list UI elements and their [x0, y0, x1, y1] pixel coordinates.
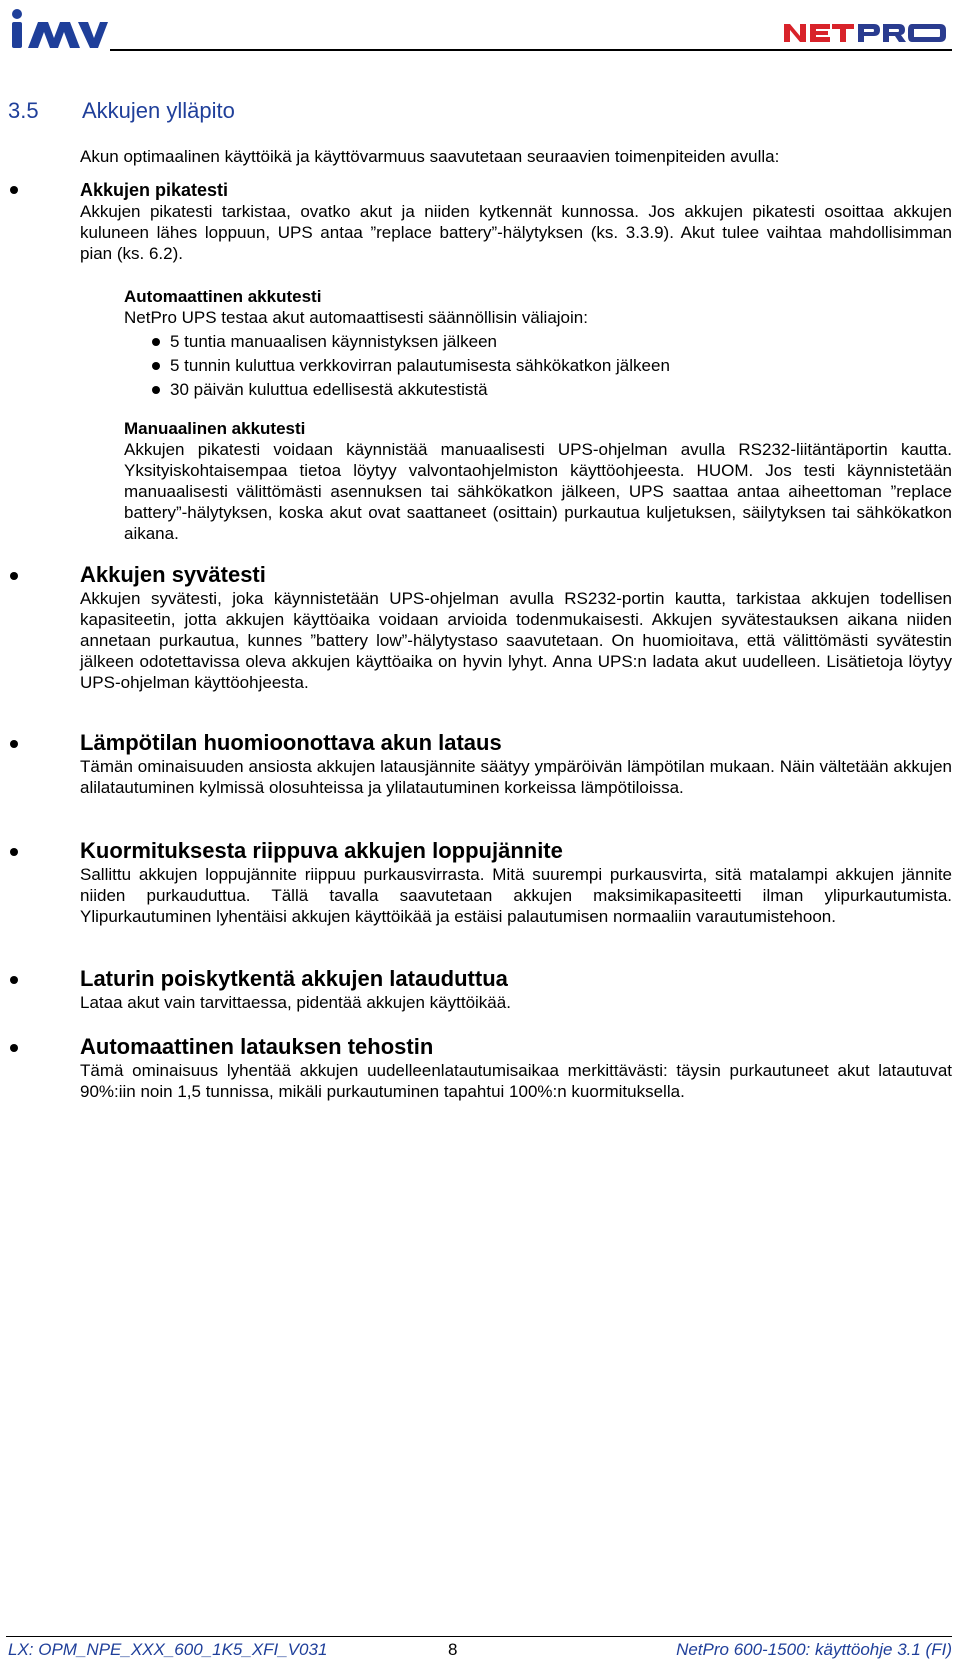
item-text: Tämän ominaisuuden ansiosta akkujen latausjännite säätyy ympäröivän lämpötilan mukaan. Näin vältetään akkujen alilatautuminen kylmissä olosuhteissa ja ylilatautuminen korkeissa lämpötiloissa. — [80, 757, 952, 797]
manual-test-block — [124, 418, 952, 544]
page-title — [8, 98, 235, 124]
intro-text: Akun optimaalinen käyttöikä ja käyttövarmuus saavutetaan seuraavien toimenpiteiden avulla: — [80, 147, 780, 166]
item-load-end-voltage — [80, 838, 952, 927]
item-temperature-charging — [80, 730, 952, 798]
bullet-icon — [10, 740, 18, 748]
section-number: 3.5 — [8, 98, 39, 123]
item-text: Tämä ominaisuus lyhentää akkujen uudelleenlatautumisaikaa merkittävästi: täysin purkautuneet akut latautuvat 90%:iin noin 1,5 tunnissa, mikäli purkautuminen tapahtui 100%:n kuormituksella. — [80, 1061, 952, 1101]
footer-doc-code: LX: OPM_NPE_XXX_600_1K5_XFI_V031 — [8, 1640, 328, 1659]
page-header — [0, 0, 960, 60]
manual-test-text: Akkujen pikatesti voidaan käynnistää manuaalisesti UPS-ohjelman avulla RS232-liitäntäportin kautta. Yksityiskohtaisempaa tietoa löytyy valvontaohjelmiston käyttöohjeesta. HUOM. Jos testi käynnistetään manuaalisesti välittömästi asennuksen tai sähkökatkon jälkeen, UPS saattaa antaa aiheettoman ”replace battery”-hälytyksen, koska akut ovat saattaneet (osittain) purkautua kuljetuksen, säilytyksen tai sähkökatkon aikana. — [124, 440, 952, 543]
footer-rule — [6, 1636, 952, 1637]
item-heading: Akkujen pikatesti — [80, 180, 229, 200]
item-heading: Lämpötilan huomioonottava akun lataus — [80, 730, 502, 755]
item-text: Akkujen syvätesti, joka käynnistetään UPS-ohjelman avulla RS232-portin kautta, tarkistaa akkujen todellisen kapasiteetin, jotta akkujen käyttöaika voidaan arvioida todenmukaisesti. Akkujen syvätestauksen aikana niiden annetaan purkautua, kunnes ”battery low”-hälytystaso saavutetaan. On huomioitava, että välittömästi syvätestin jälkeen odotettavissa oleva akkujen käyttöaika on hyvin lyhyt. Anna UPS:n ladata akut uudelleen. Lisätietoja löytyy UPS-ohjelman käyttöohjeesta. — [80, 589, 952, 692]
item-heading: Kuormituksesta riippuva akkujen loppujännite — [80, 838, 563, 863]
footer-doc-title: NetPro 600-1500: käyttöohje 3.1 (FI) — [676, 1640, 952, 1659]
bullet-icon — [10, 848, 18, 856]
item-charger-cutoff — [80, 966, 952, 1013]
list-item: 5 tuntia manuaalisen käynnistyksen jälkeen — [124, 330, 952, 354]
bullet-icon — [10, 186, 18, 194]
item-heading: Akkujen syvätesti — [80, 562, 266, 587]
bullet-icon — [10, 1044, 18, 1052]
auto-test-text: NetPro UPS testaa akut automaattisesti säännöllisin väliajoin: — [124, 308, 588, 327]
imv-logo — [8, 6, 108, 57]
item-boost-charger — [80, 1034, 952, 1102]
manual-test-heading: Manuaalinen akkutesti — [124, 419, 306, 438]
section-title-text: Akkujen ylläpito — [82, 98, 235, 123]
item-quick-test — [80, 180, 952, 264]
page-number: 8 — [448, 1640, 458, 1659]
bullet-icon — [10, 976, 18, 984]
item-text: Lataa akut vain tarvittaessa, pidentää akkujen käyttöikää. — [80, 993, 511, 1012]
bullet-icon — [10, 572, 18, 580]
list-item: 5 tunnin kuluttua verkkovirran palautumisesta sähkökatkon jälkeen — [124, 354, 952, 378]
item-heading: Automaattinen latauksen tehostin — [80, 1034, 434, 1059]
item-text: Akkujen pikatesti tarkistaa, ovatko akut ja niiden kytkennät kunnossa. Jos akkujen pikatesti osoittaa akkujen kuluneen lähes loppuun, UPS antaa ”replace battery”-hälytyksen (ks. 3.3.9). Akut tulee vaihtaa mahdollisimman pian (ks. 6.2). — [80, 202, 952, 263]
netpro-logo — [782, 20, 948, 51]
item-text: Sallittu akkujen loppujännite riippuu purkausvirrasta. Mitä suurempi purkausvirta, sitä matalampi akkujen jännite niiden purkauduttua. Tällä tavalla saavutetaan akkujen maksimikapasiteetti ilman ylipurkautumista. Ylipurkautuminen lyhentäisi akkujen käyttöikää ja estäisi palautumisen normaaliin varautumistehoon. — [80, 865, 952, 926]
auto-test-list — [124, 330, 952, 402]
page-footer — [0, 1640, 960, 1664]
list-item: 30 päivän kuluttua edellisestä akkutestistä — [124, 378, 952, 402]
item-heading: Laturin poiskytkentä akkujen latauduttua — [80, 966, 508, 991]
item-deep-test — [80, 562, 952, 693]
auto-test-heading: Automaattinen akkutesti — [124, 287, 322, 306]
auto-test-block — [124, 286, 952, 402]
